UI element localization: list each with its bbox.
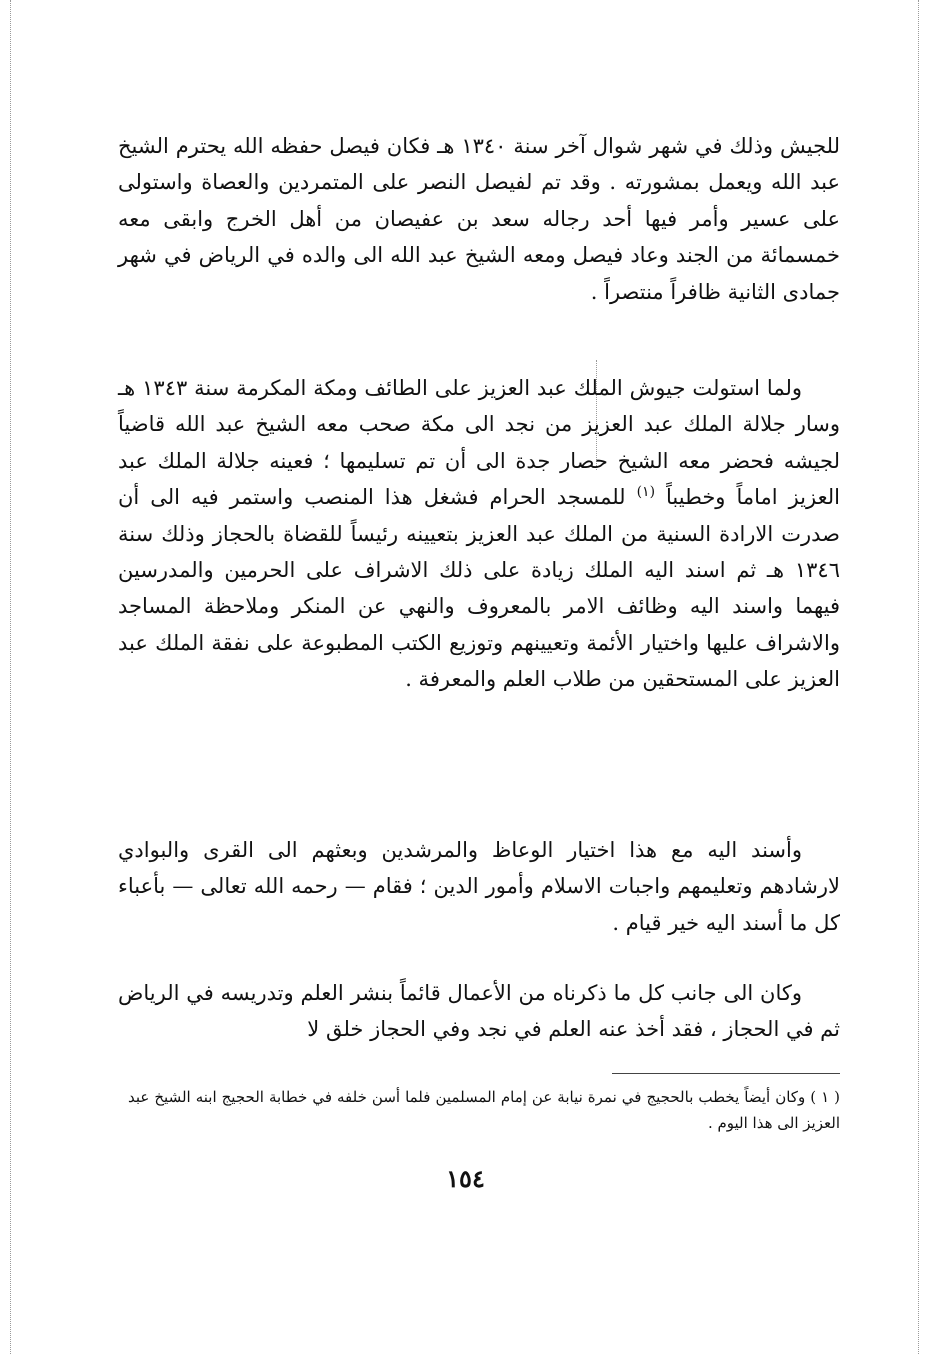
- paragraph-4: وكان الى جانب كل ما ذكرناه من الأعمال قائماً بنشر العلم وتدريسه في الرياض ثم في الحجاز ، فقد أخذ عنه العلم في نجد وفي الحجاز خلق لا: [118, 981, 840, 1042]
- page-number: ١٥٤: [446, 1164, 485, 1193]
- paragraph-2-continued: للمسجد الحرام فشغل هذا المنصب واستمر فيه الى أن صدرت الارادة السنية من الملك عبد العزيز بتعيينه رئيساً للقضاة بالحجاز وذلك سنة ١٣٤٦ هـ ثم اسند اليه الملك زيادة على ذلك الاشراف على الحرمين والمدرسين فيهما واسند اليه وظائف الامر بالمعروف والنهي عن المنكر وملاحظة المساجد والاشراف عليها واختيار الأئمة وتعيينهم وتوزيع الكتب المطبوعة على نفقة الملك عبد العزيز على المستحقين من طلاب العلم والمعرفة .: [118, 485, 840, 692]
- footnote-reference: (١): [636, 484, 656, 501]
- paragraph-1: للجيش وذلك في شهر شوال آخر سنة ١٣٤٠ هـ فكان فيصل حفظه الله يحترم الشيخ عبد الله ويعمل بمشورته . وقد تم لفيصل النصر على المتمردين والعصاة واستولى على عسير وأمر فيها أحد رجاله سعد بن عفيصان من أهل الخرج وابقى معه خمسمائة من الجند وعاد فيصل ومعه الشيخ عبد الله الى والده في الرياض في شهر جمادى الثانية ظافراً منتصراً .: [118, 134, 840, 304]
- footnote-divider: [612, 1073, 840, 1074]
- scan-margin-mark-left: [10, 0, 11, 1354]
- footnote: ( ١ ) وكان أيضاً يخطب بالحجيج في نمرة نيابة عن إمام المسلمين فلما أسن خلفه في خطابة الحجيج ابنه الشيخ عبد العزيز الى هذا اليوم .: [128, 1088, 841, 1132]
- scan-margin-mark-right: [918, 0, 919, 1354]
- paragraph-2: [118, 370, 840, 698]
- paragraph-2-text: ولما استولت جيوش الملك عبد العزيز على الطائف ومكة المكرمة سنة ١٣٤٣ هـ وسار جلالة الملك عبد العزيز من نجد الى مكة صحب معه الشيخ عبد الله قاضياً لجيشه فحضر معه الشيخ حصار جدة الى أن تم تسليمها ؛ فعينه جلالة الملك عبد العزيز اماماً وخطيباً: [118, 376, 840, 510]
- paragraph-3: وأسند اليه مع هذا اختيار الوعاظ والمرشدين وبعثهم الى القرى والبوادي لارشادهم وتعليمهم واجبات الاسلام وأمور الدين ؛ فقام — رحمه الله تعالى — بأعباء كل ما أسند اليه خير قيام .: [118, 838, 840, 935]
